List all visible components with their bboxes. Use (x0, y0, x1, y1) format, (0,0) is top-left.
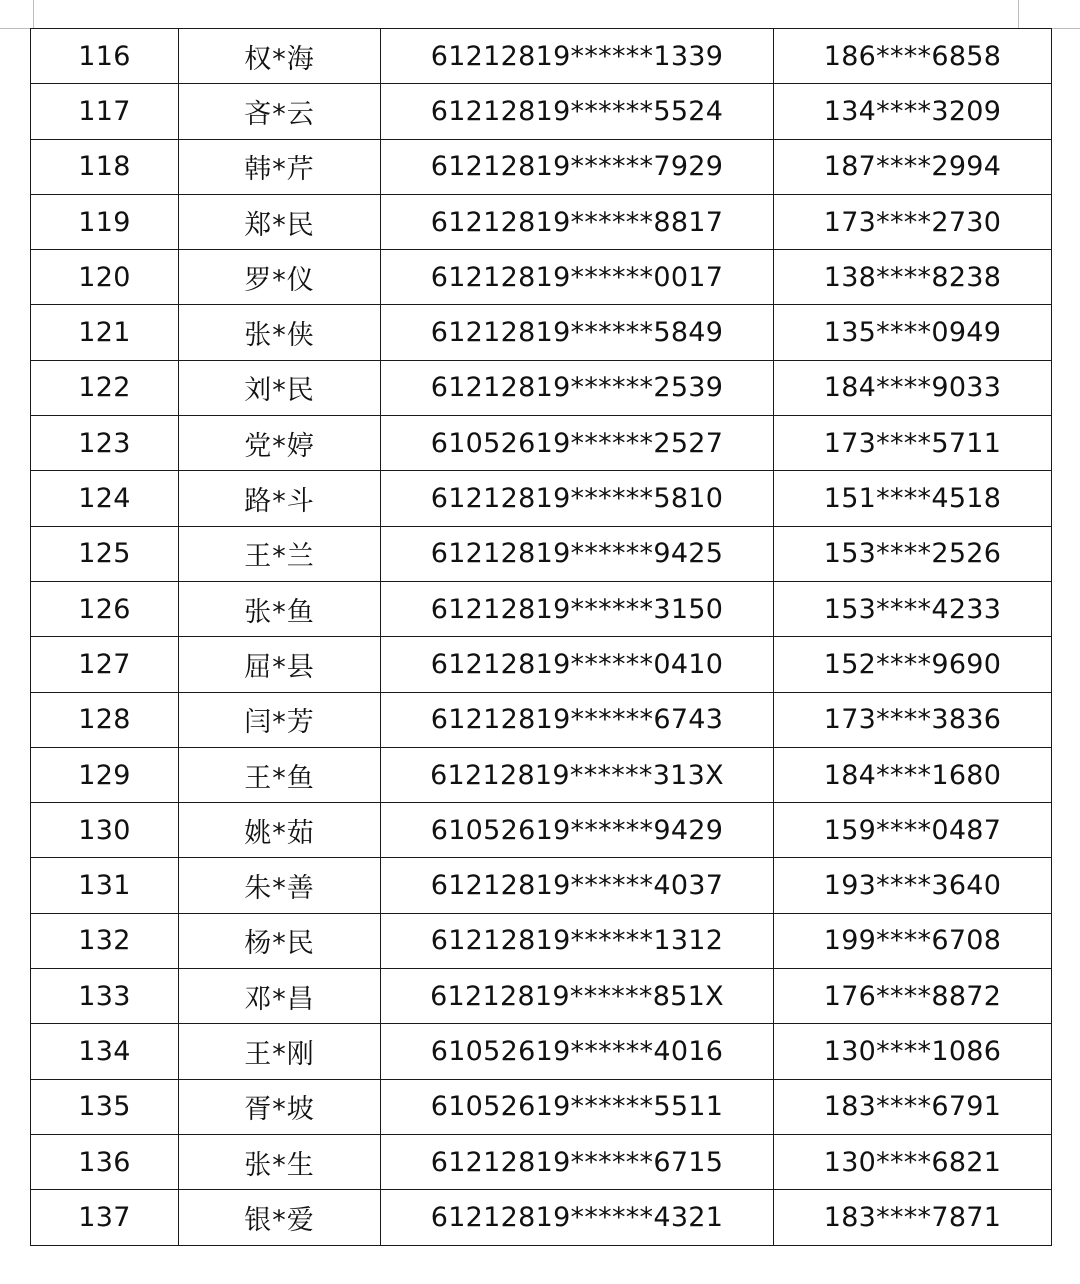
page-margin-guide-left (33, 0, 34, 28)
id-number-cell: 61212819******5810 (381, 471, 774, 526)
phone-number-cell: 173****2730 (774, 194, 1052, 249)
name-cell: 张*侠 (179, 305, 381, 360)
id-number-cell: 61212819******1339 (381, 29, 774, 84)
phone-number-cell: 193****3640 (774, 858, 1052, 913)
phone-number-cell: 199****6708 (774, 913, 1052, 968)
table-row (31, 139, 1052, 194)
id-number-cell: 61212819******0410 (381, 637, 774, 692)
name-cell: 韩*芹 (179, 139, 381, 194)
id-number-cell: 61052619******2527 (381, 416, 774, 471)
name-cell: 屈*县 (179, 637, 381, 692)
table-row (31, 913, 1052, 968)
table-row (31, 1190, 1052, 1245)
id-number-cell: 61212819******2539 (381, 360, 774, 415)
table-row (31, 1024, 1052, 1079)
name-cell: 王*刚 (179, 1024, 381, 1079)
phone-number-cell: 184****9033 (774, 360, 1052, 415)
id-number-cell: 61212819******4037 (381, 858, 774, 913)
phone-number-cell: 173****3836 (774, 692, 1052, 747)
name-cell: 罗*仪 (179, 250, 381, 305)
name-cell: 郑*民 (179, 194, 381, 249)
table-row (31, 858, 1052, 913)
phone-number-cell: 186****6858 (774, 29, 1052, 84)
id-number-cell: 61212819******3150 (381, 581, 774, 636)
phone-number-cell: 130****6821 (774, 1134, 1052, 1189)
row-number-cell: 116 (31, 29, 179, 84)
phone-number-cell: 183****7871 (774, 1190, 1052, 1245)
name-cell: 张*鱼 (179, 581, 381, 636)
table-row (31, 416, 1052, 471)
row-number-cell: 122 (31, 360, 179, 415)
row-number-cell: 123 (31, 416, 179, 471)
phone-number-cell: 176****8872 (774, 969, 1052, 1024)
id-number-cell: 61212819******6715 (381, 1134, 774, 1189)
phone-number-cell: 130****1086 (774, 1024, 1052, 1079)
row-number-cell: 118 (31, 139, 179, 194)
phone-number-cell: 151****4518 (774, 471, 1052, 526)
row-number-cell: 137 (31, 1190, 179, 1245)
name-cell: 杨*民 (179, 913, 381, 968)
name-cell: 邓*昌 (179, 969, 381, 1024)
id-number-cell: 61052619******4016 (381, 1024, 774, 1079)
name-cell: 党*婷 (179, 416, 381, 471)
table-row (31, 692, 1052, 747)
table-row (31, 29, 1052, 84)
id-number-cell: 61212819******8817 (381, 194, 774, 249)
name-cell: 路*斗 (179, 471, 381, 526)
id-number-cell: 61212819******0017 (381, 250, 774, 305)
page-margin-guide-right (1018, 0, 1019, 28)
table-row (31, 471, 1052, 526)
row-number-cell: 136 (31, 1134, 179, 1189)
row-number-cell: 135 (31, 1079, 179, 1134)
name-cell: 刘*民 (179, 360, 381, 415)
roster-table-body (31, 29, 1052, 1246)
row-number-cell: 133 (31, 969, 179, 1024)
row-number-cell: 130 (31, 803, 179, 858)
row-number-cell: 124 (31, 471, 179, 526)
table-row (31, 305, 1052, 360)
id-number-cell: 61212819******1312 (381, 913, 774, 968)
table-row (31, 194, 1052, 249)
id-number-cell: 61052619******5511 (381, 1079, 774, 1134)
phone-number-cell: 138****8238 (774, 250, 1052, 305)
row-number-cell: 126 (31, 581, 179, 636)
table-row (31, 360, 1052, 415)
name-cell: 权*海 (179, 29, 381, 84)
phone-number-cell: 153****4233 (774, 581, 1052, 636)
table-row (31, 803, 1052, 858)
phone-number-cell: 152****9690 (774, 637, 1052, 692)
row-number-cell: 132 (31, 913, 179, 968)
table-row (31, 1079, 1052, 1134)
table-row (31, 250, 1052, 305)
name-cell: 姚*茹 (179, 803, 381, 858)
row-number-cell: 119 (31, 194, 179, 249)
phone-number-cell: 173****5711 (774, 416, 1052, 471)
id-number-cell: 61212819******313X (381, 747, 774, 802)
name-cell: 王*兰 (179, 526, 381, 581)
id-number-cell: 61212819******9425 (381, 526, 774, 581)
name-cell: 吝*云 (179, 84, 381, 139)
page-margin-guide-left-h (0, 28, 33, 29)
phone-number-cell: 134****3209 (774, 84, 1052, 139)
phone-number-cell: 135****0949 (774, 305, 1052, 360)
table-row (31, 747, 1052, 802)
row-number-cell: 120 (31, 250, 179, 305)
roster-table (30, 28, 1052, 1246)
phone-number-cell: 159****0487 (774, 803, 1052, 858)
row-number-cell: 121 (31, 305, 179, 360)
id-number-cell: 61052619******9429 (381, 803, 774, 858)
name-cell: 银*爱 (179, 1190, 381, 1245)
table-row (31, 1134, 1052, 1189)
row-number-cell: 134 (31, 1024, 179, 1079)
row-number-cell: 127 (31, 637, 179, 692)
id-number-cell: 61212819******7929 (381, 139, 774, 194)
table-row (31, 581, 1052, 636)
phone-number-cell: 184****1680 (774, 747, 1052, 802)
row-number-cell: 129 (31, 747, 179, 802)
phone-number-cell: 187****2994 (774, 139, 1052, 194)
row-number-cell: 125 (31, 526, 179, 581)
table-row (31, 84, 1052, 139)
table-row (31, 526, 1052, 581)
table-row (31, 637, 1052, 692)
id-number-cell: 61212819******851X (381, 969, 774, 1024)
row-number-cell: 117 (31, 84, 179, 139)
name-cell: 胥*坡 (179, 1079, 381, 1134)
id-number-cell: 61212819******4321 (381, 1190, 774, 1245)
table-row (31, 969, 1052, 1024)
name-cell: 张*生 (179, 1134, 381, 1189)
name-cell: 朱*善 (179, 858, 381, 913)
row-number-cell: 128 (31, 692, 179, 747)
name-cell: 闫*芳 (179, 692, 381, 747)
name-cell: 王*鱼 (179, 747, 381, 802)
id-number-cell: 61212819******5524 (381, 84, 774, 139)
id-number-cell: 61212819******6743 (381, 692, 774, 747)
phone-number-cell: 153****2526 (774, 526, 1052, 581)
id-number-cell: 61212819******5849 (381, 305, 774, 360)
phone-number-cell: 183****6791 (774, 1079, 1052, 1134)
row-number-cell: 131 (31, 858, 179, 913)
